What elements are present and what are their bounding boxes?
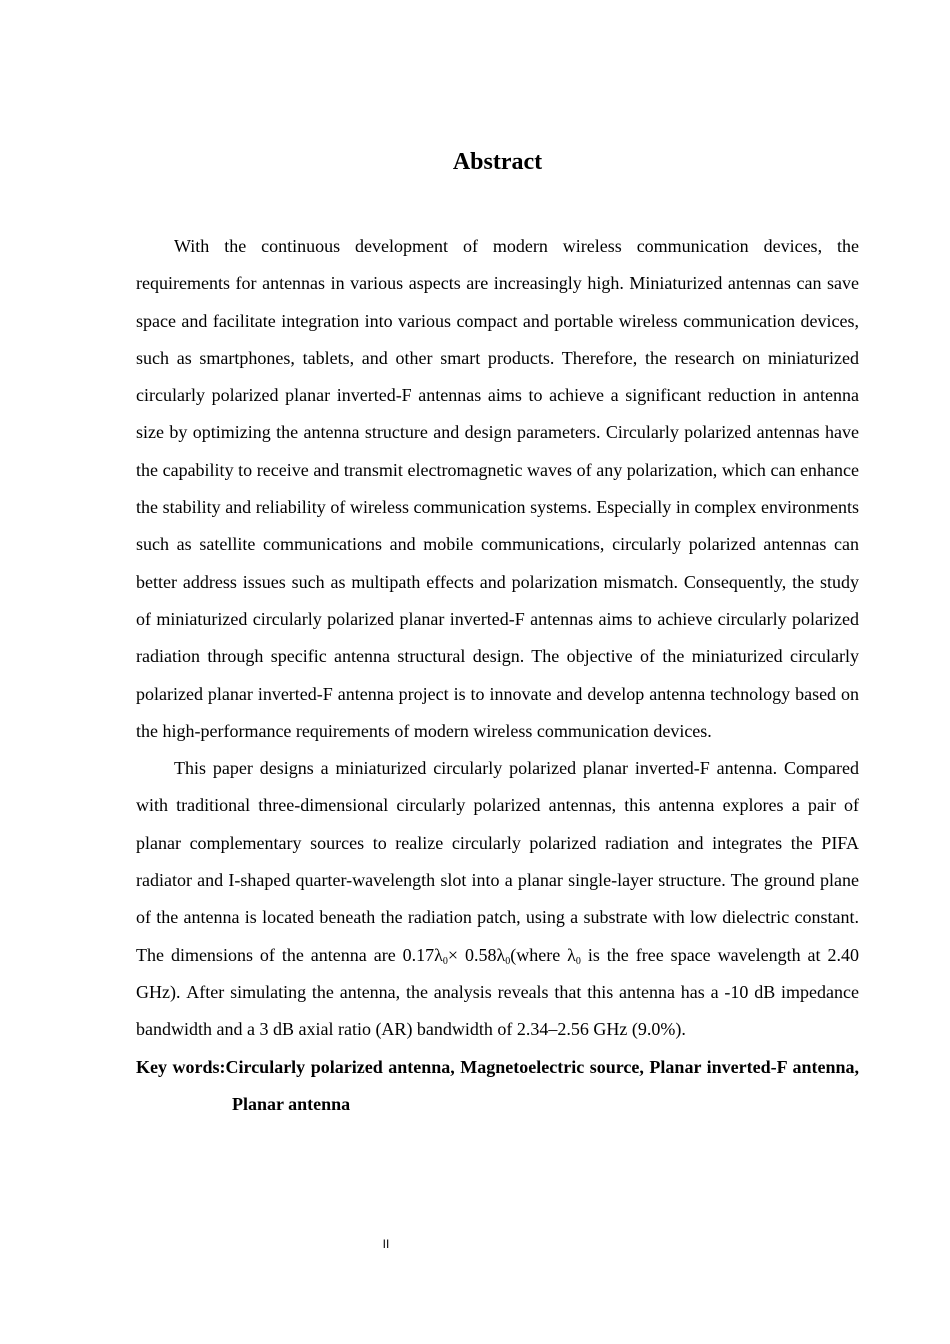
paragraph-2-text-a: This paper designs a miniaturized circularly polarized planar inverted-F antenna. Compared with traditional three-dimensional circularly polarized antennas, this antenna explores a pair of planar complementary sources to realize circularly polarized radiation and integrates the PIFA radiator and I-shaped quarter-wavelength slot into a planar single-layer structure. The ground plane of the antenna is located beneath the radiation patch, using a substrate with low dielectric constant. The dimensions of the antenna are 0.17λ xyxy=(136,758,859,965)
keywords xyxy=(136,1049,859,1124)
abstract-body xyxy=(136,228,859,1123)
lambda-subscript-2: 0 xyxy=(505,955,511,967)
page-number: II xyxy=(382,1237,390,1251)
keywords-text: Circularly polarized antenna, Magnetoelectric source, Planar inverted-F antenna, Planar antenna xyxy=(225,1056,859,1114)
abstract-paragraph-1: With the continuous development of modern wireless communication devices, the requirements for antennas in various aspects are increasingly high. Miniaturized antennas can save space and facilitate integration into various compact and portable wireless communication devices, such as smartphones, tablets, and other smart products. Therefore, the research on miniaturized circularly polarized planar inverted-F antennas aims to achieve a significant reduction in antenna size by optimizing the antenna structure and design parameters. Circularly polarized antennas have the capability to receive and transmit electromagnetic waves of any polarization, which can enhance the stability and reliability of wireless communication systems. Especially in complex environments such as satellite communications and mobile communications, circularly polarized antennas can better address issues such as multipath effects and polarization mismatch. Consequently, the study of miniaturized circularly polarized planar inverted-F antennas aims to achieve circularly polarized radiation through specific antenna structural design. The objective of the miniaturized circularly polarized planar inverted-F antenna project is to innovate and develop antenna technology based on the high-performance requirements of modern wireless communication devices. xyxy=(136,236,859,741)
lambda-subscript-3: 0 xyxy=(575,955,581,967)
lambda-subscript-1: 0 xyxy=(442,955,448,967)
keywords-label: Key words: xyxy=(136,1056,226,1077)
abstract-paragraph-2 xyxy=(136,750,859,1048)
paragraph-2-text-b: × 0.58λ xyxy=(447,944,506,965)
paragraph-2-text-d: is the free space wavelength at 2.40 GHz). After simulating the antenna, the analysis reveals that this antenna has a -10 dB impedance bandwidth and a 3 dB axial ratio (AR) bandwidth of 2.34–2.56 GHz (9.0%). xyxy=(136,944,859,1040)
paragraph-2-text-c: (where λ xyxy=(510,944,576,965)
abstract-title: Abstract xyxy=(452,149,543,175)
